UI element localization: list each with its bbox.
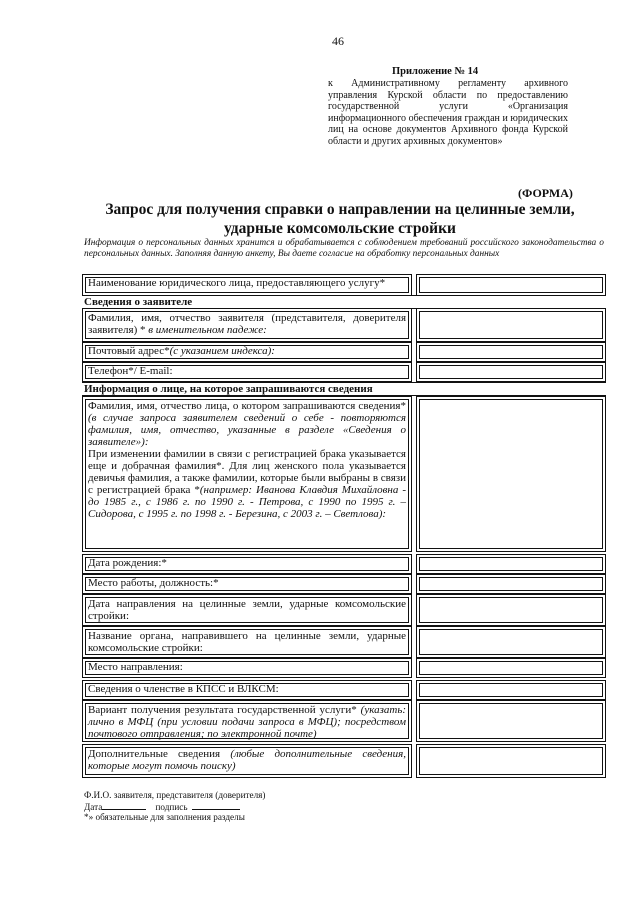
person-fio-text: Фамилия, имя, отчество лица, о котором запрашиваются сведения*	[88, 400, 406, 412]
applicant-fio-text: Фамилия, имя, отчество заявителя (представителя, доверителя заявителя) *	[88, 312, 406, 336]
section-person: Информация о лице, на которое запрашиваются сведения	[82, 382, 606, 396]
birth-date-input[interactable]	[416, 554, 606, 574]
appendix-body: к Административному регламенту архивного управления Курской области по предоставлению государственной услуги «Организация информационного обеспечения граждан и юридических лиц на основе документов Архивного фонда Курской области и других архивных документов»	[328, 78, 568, 147]
phone-input[interactable]	[416, 362, 606, 382]
row-receipt	[82, 700, 606, 742]
postal-text: Почтовый адрес*	[88, 345, 170, 357]
direction-date-input[interactable]	[416, 594, 606, 626]
row-additional	[82, 744, 606, 778]
workplace-label: Место работы, должность:*	[82, 574, 412, 594]
receipt-note: (указать: лично в МФЦ (при условии подачи запроса в МФЦ); посредством почтового отправления; по электронной почте)	[88, 704, 406, 740]
row-org-name	[82, 274, 606, 296]
page-title	[60, 200, 620, 238]
sign-label: подпись	[155, 802, 188, 812]
postal-label	[82, 342, 412, 362]
direction-date-label: Дата направления на целинные земли, ударные комсомольские стройки:	[82, 594, 412, 626]
org-name-label: Наименование юридического лица, предоставляющего услугу*	[82, 274, 412, 296]
row-direction-date	[82, 594, 606, 626]
phone-label: Телефон*/ E-mail:	[82, 362, 412, 382]
additional-label	[82, 744, 412, 778]
date-label: Дата	[84, 802, 103, 812]
additional-text: Дополнительные сведения	[88, 748, 221, 760]
additional-input[interactable]	[416, 744, 606, 778]
row-postal	[82, 342, 606, 362]
additional-note: (любые дополнительные сведения, которые могут помочь поиску)	[88, 748, 406, 772]
signer-line: Ф.И.О. заявителя, представителя (доверителя)	[84, 790, 266, 800]
direction-org-input[interactable]	[416, 626, 606, 658]
birth-date-label: Дата рождения:*	[82, 554, 412, 574]
person-fio-note: (в случае запроса заявителем сведений о себе - повторяются фамилия, имя, отчество, указанные в разделе «Сведения о заявителе»):	[88, 412, 406, 448]
name-change-text: При изменении фамилии в связи с регистрацией брака указывается еще и добрачная фамилия*. Для лиц женского пола указывается девичья фамилия, а также фамилии, которые были выбраны в связи с регистрацией брака *	[88, 448, 406, 496]
row-birth-date	[82, 554, 606, 574]
person-fio-input[interactable]	[416, 396, 606, 552]
direction-org-label: Название органа, направившего на целинные земли, ударные комсомольские стройки:	[82, 626, 412, 658]
row-direction-org	[82, 626, 606, 658]
org-name-input[interactable]	[416, 274, 606, 296]
section-applicant: Сведения о заявителе	[82, 295, 606, 309]
row-direction-place	[82, 658, 606, 678]
applicant-fio-note: в именительном падеже:	[148, 324, 267, 336]
sign-blank[interactable]	[192, 801, 240, 810]
title-line-1: Запрос для получения справки о направлении на целинные земли,	[105, 201, 575, 218]
title-line-2: ударные комсомольские стройки	[224, 220, 456, 237]
appendix-title: Приложение № 14	[392, 66, 479, 77]
row-workplace	[82, 574, 606, 594]
membership-input[interactable]	[416, 680, 606, 700]
receipt-input[interactable]	[416, 700, 606, 742]
row-applicant-fio	[82, 308, 606, 342]
row-membership	[82, 680, 606, 700]
postal-input[interactable]	[416, 342, 606, 362]
form-label: (ФОРМА)	[518, 186, 573, 200]
membership-label: Сведения о членстве в КПСС и ВЛКСМ:	[82, 680, 412, 700]
page-number: 46	[332, 34, 344, 48]
postal-note: (с указанием индекса):	[169, 345, 275, 357]
name-change-example: (например: Иванова Клавдия Михайловна - до 1985 г., с 1986 г. по 1990 г. - Петрова, с 1990 по 1995 г. – Сидорова, с 1995 г. по 1998 г. - Березина, с 2003 г. – Светлова):	[88, 484, 406, 520]
privacy-notice: Информация о персональных данных хранится и обрабатывается с соблюдением требований российского законодательства о персональных данных. Заполняя данную анкету, Вы даете согласие на обработку персональных данных	[84, 238, 604, 259]
date-blank[interactable]	[102, 801, 146, 810]
row-phone	[82, 362, 606, 382]
receipt-label	[82, 700, 412, 742]
receipt-text: Вариант получения результата государственной услуги*	[88, 704, 357, 716]
applicant-fio-label	[82, 308, 412, 342]
applicant-fio-input[interactable]	[416, 308, 606, 342]
required-note: *» обязательные для заполнения разделы	[84, 812, 245, 822]
row-person-fio	[82, 396, 606, 552]
direction-place-label: Место направления:	[82, 658, 412, 678]
workplace-input[interactable]	[416, 574, 606, 594]
direction-place-input[interactable]	[416, 658, 606, 678]
person-fio-label	[82, 396, 412, 552]
